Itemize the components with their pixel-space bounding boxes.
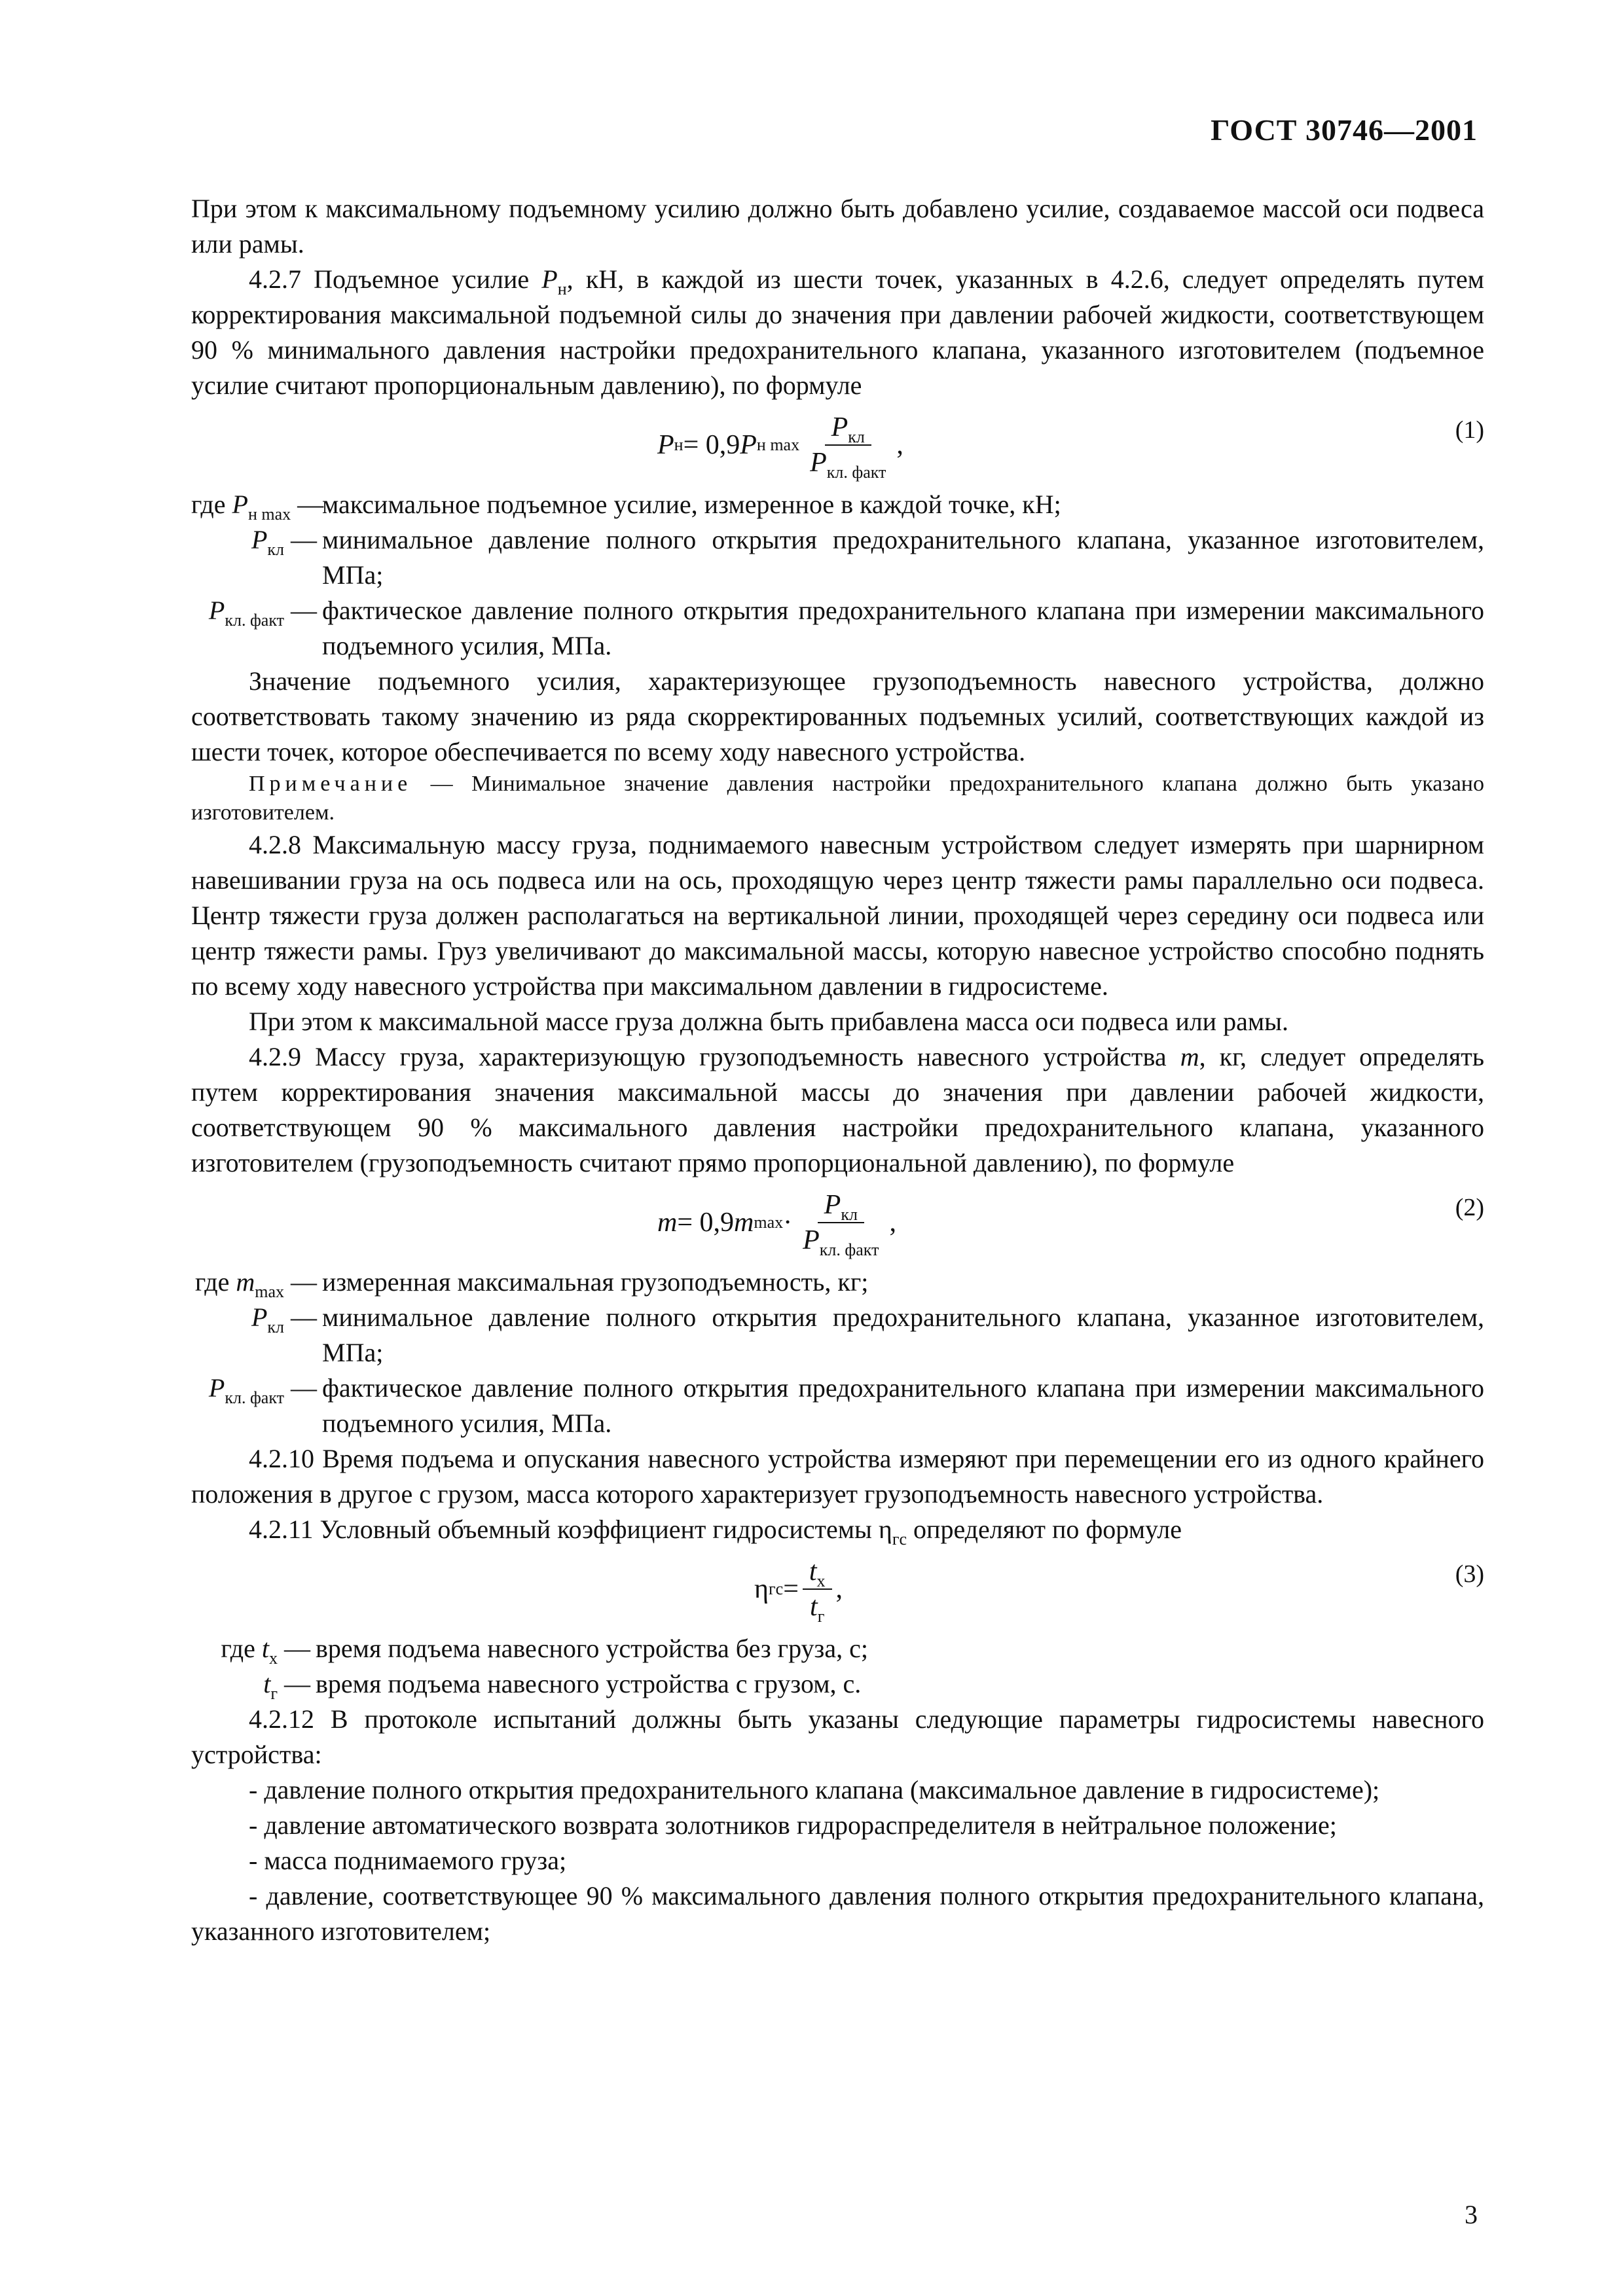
paragraph-4-2-9: 4.2.9 Массу груза, характеризующую грузоподъемность навесного устройства m, кг, следует определять путем корректирования значения максимальной массы до значения при давлении рабочей жидкости, соответствующем 90 % максимального давления настройки предохранительного клапана, указанного изготовителем (грузоподъемность считают прямо пропорциональной давлению), по формуле — [191, 1042, 1485, 1177]
definitions-3: где $t_x$ — время подъема навесного устройства без груза, с; $t_г$ — время подъема навесного устройства с грузом, с. — [221, 1634, 868, 1703]
formula-1-fraction: $\frac{P_{кл}}{P_{кл. факт}}$ — [810, 412, 886, 482]
formula-1: P н = 0,9 P н max $\frac{P_{кл}}{P_{кл. факт}}$ , (1) — [657, 412, 1484, 482]
formula-2: m = 0,9 m max · $\frac{P_{кл}}{P_{кл. факт}}$ , (2) — [657, 1190, 1484, 1259]
formula-3: η гс = $\frac{t_x}{t_г}$ , (3) — [754, 1556, 1484, 1626]
paragraph-intro: При этом к максимальному подъемному усилию должно быть добавлено усилие, создаваемое массой оси подвеса или рамы. — [191, 194, 1484, 259]
paragraph-4-2-11: 4.2.11 Условный объемный коэффициент гидросистемы $\eta_{гс}$ определяют по формуле — [249, 1515, 1182, 1549]
paragraph-4-2-8: 4.2.8 Максимальную массу груза, поднимаемого навесным устройством следует измерять при шарнирном навешивании груза на ось подвеса или на ось, проходящую через центр тяжести рамы параллельно оси подвеса. Центр тяжести груза должен располагаться на вертикальной линии, проходящей через середину оси подвеса или центр тяжести рамы. Груз увеличивают до максимальной массы, которую навесное устройство способно поднять по всему ходу навесного устройства при максимальном давлении в гидросистеме. — [191, 830, 1484, 1001]
formula-1-number: (1) — [1455, 416, 1484, 444]
list-item: - давление автоматического возврата золотников гидрораспределителя в нейтральное положение; — [249, 1810, 1337, 1840]
formula-3-number: (3) — [1455, 1560, 1484, 1588]
formula-2-fraction: $\frac{P_{кл}}{P_{кл. факт}}$ — [803, 1190, 879, 1259]
paragraph-value: Значение подъемного усилия, характеризующее грузоподъемность навесного устройства, должно соответствовать такому значению из ряда скорректированных подъемных усилий, соответствующих каждой из шести точек, которое обеспечивается по всему ходу навесного устройства. — [191, 666, 1484, 766]
formula-3-fraction: $\frac{t_x}{t_г}$ — [803, 1556, 832, 1623]
formula-2-number: (2) — [1455, 1194, 1484, 1221]
paragraph-4-2-12: 4.2.12 В протоколе испытаний должны быть указаны следующие параметры гидросистемы навесного устройства: — [191, 1704, 1484, 1769]
note: Примечание — Минимальное значение давления настройки предохранительного клапана должно быть указано изготовителем. — [191, 772, 1484, 825]
definitions-1: где $P_{н max}$ — максимальное подъемное усилие, измеренное в каждой точке, кН; $P_{кл}$ — минимальное давление полного открытия предохранительного клапана, указанное изготовителем, МПа; $P_{кл. факт}$ — фактическое давление полного открытия предохранительного клапана при измерении максимального подъемного усилия, МПа. — [191, 490, 1484, 660]
page-number: 3 — [1465, 2200, 1478, 2229]
list-item: - давление, соответствующее 90 % максимального давления полного открытия предохранительного клапана, указанного изготовителем; — [191, 1881, 1484, 1946]
document-header: ГОСТ 30746—2001 — [1211, 113, 1478, 147]
document-body — [191, 191, 1484, 1949]
paragraph-4-2-7: 4.2.7 Подъемное усилие $P_н$, кН, в каждой из шести точек, указанных в 4.2.6, следует определять путем корректирования максимальной подъемной силы до значения при давлении рабочей жидкости, соответствующем 90 % минимального давления настройки предохранительного клапана, указанного изготовителем (подъемное усилие считают пропорциональным давлению), по формуле — [191, 264, 1484, 400]
paragraph-4-2-10: 4.2.10 Время подъема и опускания навесного устройства измеряют при перемещении его из одного крайнего положения в другое с грузом, масса которого характеризует грузоподъемность навесного устройства. — [191, 1444, 1484, 1509]
list-item: - давление полного открытия предохранительного клапана (максимальное давление в гидросистеме); — [249, 1775, 1380, 1804]
paragraph-4-2-8-b: При этом к максимальной массе груза должна быть прибавлена масса оси подвеса или рамы. — [249, 1007, 1289, 1036]
list-item: - масса поднимаемого груза; — [249, 1846, 567, 1875]
definitions-2: где $m_{max}$ — измеренная максимальная грузоподъемность, кг; $P_{кл}$ — минимальное давление полного открытия предохранительного клапана, указанное изготовителем, МПа; $P_{кл. факт}$ — фактическое давление полного открытия предохранительного клапана при измерении максимального подъемного усилия, МПа. — [194, 1267, 1484, 1438]
